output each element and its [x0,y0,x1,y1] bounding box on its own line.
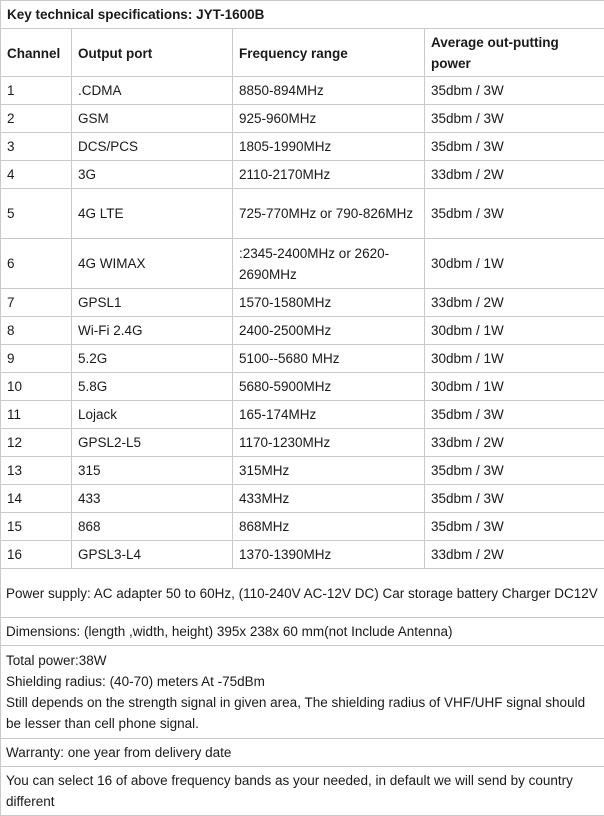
cell-frequency-range: 433MHz [233,485,425,513]
power-shielding-cell [1,646,604,739]
channel-rows [1,77,604,569]
shielding-radius-note: Shielding radius: (40-70) meters At -75dBm [6,671,599,692]
header-output-port: Output port [72,29,233,77]
selection-note: You can select 16 of above frequency bands as your needed, in default we will send by country different [1,767,604,816]
warranty-note: Warranty: one year from delivery date [1,739,604,767]
cell-average-power: 33dbm / 2W [425,289,604,317]
table-row [1,161,604,189]
cell-average-power: 35dbm / 3W [425,77,604,105]
cell-channel: 11 [1,401,72,429]
cell-channel: 9 [1,345,72,373]
table-row [1,77,604,105]
table-row [1,189,604,239]
cell-average-power: 30dbm / 1W [425,317,604,345]
total-power-note: Total power:38W [6,650,599,671]
cell-average-power: 33dbm / 2W [425,429,604,457]
header-row [1,29,604,77]
cell-channel: 5 [1,189,72,239]
cell-output-port: GPSL2-L5 [72,429,233,457]
cell-channel: 8 [1,317,72,345]
table-row [1,133,604,161]
dimensions-note: Dimensions: (length ,width, height) 395x 238x 60 mm(not Include Antenna) [1,618,604,646]
table-row [1,239,604,289]
table-row [1,401,604,429]
cell-output-port: Wi-Fi 2.4G [72,317,233,345]
cell-channel: 14 [1,485,72,513]
cell-output-port: 315 [72,457,233,485]
power-supply-note: Power supply: AC adapter 50 to 60Hz, (110-240V AC-12V DC) Car storage battery Charger DC12V [1,569,604,618]
cell-channel: 16 [1,541,72,569]
cell-average-power: 30dbm / 1W [425,373,604,401]
table-row [1,457,604,485]
cell-average-power: 35dbm / 3W [425,485,604,513]
cell-output-port: GPSL1 [72,289,233,317]
cell-frequency-range: :2345-2400MHz or 2620-2690MHz [233,239,425,289]
cell-frequency-range: 2110-2170MHz [233,161,425,189]
cell-average-power: 35dbm / 3W [425,189,604,239]
cell-output-port: 3G [72,161,233,189]
cell-channel: 3 [1,133,72,161]
cell-average-power: 35dbm / 3W [425,401,604,429]
table-title: Key technical specifications: JYT-1600B [1,1,604,29]
cell-channel: 10 [1,373,72,401]
cell-output-port: 868 [72,513,233,541]
cell-channel: 12 [1,429,72,457]
cell-average-power: 35dbm / 3W [425,457,604,485]
power-shielding-row [1,646,604,739]
table-row [1,289,604,317]
cell-output-port: 433 [72,485,233,513]
cell-average-power: 33dbm / 2W [425,541,604,569]
table-row [1,373,604,401]
table-row [1,513,604,541]
cell-output-port: GPSL3-L4 [72,541,233,569]
dimensions-row [1,618,604,646]
cell-average-power: 33dbm / 2W [425,161,604,189]
cell-average-power: 35dbm / 3W [425,105,604,133]
table-row [1,485,604,513]
cell-channel: 6 [1,239,72,289]
cell-channel: 1 [1,77,72,105]
cell-frequency-range: 725-770MHz or 790-826MHz [233,189,425,239]
warranty-row [1,739,604,767]
power-supply-row [1,569,604,618]
cell-channel: 13 [1,457,72,485]
cell-average-power: 30dbm / 1W [425,239,604,289]
cell-average-power: 30dbm / 1W [425,345,604,373]
cell-frequency-range: 1170-1230MHz [233,429,425,457]
cell-frequency-range: 5680-5900MHz [233,373,425,401]
shielding-detail-note: Still depends on the strength signal in given area, The shielding radius of VHF/UHF signal should be lesser than cell phone signal. [6,692,599,734]
header-channel: Channel [1,29,72,77]
cell-channel: 2 [1,105,72,133]
cell-frequency-range: 868MHz [233,513,425,541]
cell-average-power: 35dbm / 3W [425,513,604,541]
cell-average-power: 35dbm / 3W [425,133,604,161]
header-average-power: Average out-putting power [425,29,604,77]
cell-output-port: GSM [72,105,233,133]
cell-channel: 4 [1,161,72,189]
table-row [1,105,604,133]
cell-channel: 15 [1,513,72,541]
cell-output-port: 5.2G [72,345,233,373]
cell-frequency-range: 1370-1390MHz [233,541,425,569]
cell-output-port: DCS/PCS [72,133,233,161]
title-row [1,1,604,29]
cell-output-port: 4G WIMAX [72,239,233,289]
table-row [1,429,604,457]
selection-row [1,767,604,816]
cell-output-port: 4G LTE [72,189,233,239]
cell-frequency-range: 925-960MHz [233,105,425,133]
header-frequency-range: Frequency range [233,29,425,77]
table-row [1,541,604,569]
cell-output-port: Lojack [72,401,233,429]
table-row [1,345,604,373]
cell-output-port: .CDMA [72,77,233,105]
cell-frequency-range: 2400-2500MHz [233,317,425,345]
table-row [1,317,604,345]
cell-channel: 7 [1,289,72,317]
cell-frequency-range: 315MHz [233,457,425,485]
cell-frequency-range: 8850-894MHz [233,77,425,105]
cell-frequency-range: 165-174MHz [233,401,425,429]
cell-frequency-range: 5100--5680 MHz [233,345,425,373]
cell-output-port: 5.8G [72,373,233,401]
cell-frequency-range: 1805-1990MHz [233,133,425,161]
cell-frequency-range: 1570-1580MHz [233,289,425,317]
